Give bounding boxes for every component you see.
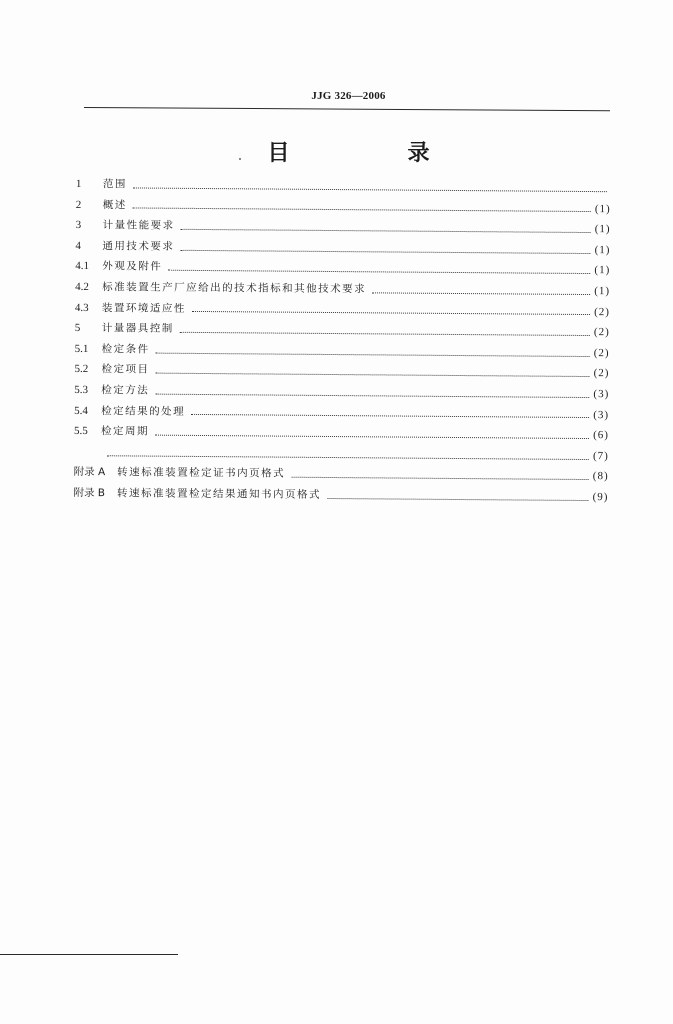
toc-entry-page: (9) bbox=[592, 490, 609, 504]
toc-entry-page: (2) bbox=[593, 346, 610, 359]
toc-dot-leader bbox=[180, 247, 590, 253]
toc-entry-number: 4.2 bbox=[75, 280, 89, 294]
toc-dot-leader bbox=[156, 350, 590, 356]
toc-entry-page: (2) bbox=[594, 305, 610, 318]
toc-entry-title: 概述 bbox=[102, 198, 127, 211]
toc-entry-page: (1) bbox=[594, 223, 611, 236]
toc-entry-number: 5.3 bbox=[74, 383, 89, 397]
toc-dot-leader bbox=[180, 330, 590, 336]
toc-entry-page: (1) bbox=[594, 264, 611, 277]
header-rule bbox=[84, 107, 610, 111]
toc-entry-page: (8) bbox=[592, 470, 609, 483]
toc-entry-number: 3 bbox=[75, 219, 82, 232]
toc-dot-leader bbox=[107, 453, 589, 460]
toc-dot-leader bbox=[168, 268, 590, 274]
toc-entry-title: 装置环境适应性 bbox=[101, 301, 186, 315]
toc-entry-title: 通用技术要求 bbox=[102, 239, 175, 253]
toc-entry-number: 4 bbox=[75, 239, 81, 252]
toc-entry-title: 检定条件 bbox=[101, 342, 150, 356]
toc-dot-leader bbox=[155, 391, 589, 397]
standard-code: JJG 326—2006 bbox=[311, 90, 386, 102]
toc-entry-number: 4.1 bbox=[75, 260, 90, 273]
toc-entry-number: 5.2 bbox=[74, 363, 89, 376]
toc-entry-number: 4.3 bbox=[74, 301, 89, 314]
toc-entry-title: 检定结果的处理 bbox=[101, 404, 186, 418]
toc-entry-title: 检定项目 bbox=[101, 363, 150, 376]
toc-entry-title: 范围 bbox=[102, 178, 127, 191]
toc-entry-title: 转速标准装置检定结果通知书内页格式 bbox=[116, 487, 322, 501]
toc-entry bbox=[74, 421, 609, 446]
toc-dot-leader bbox=[372, 290, 590, 295]
toc-entry-title: 检定周期 bbox=[100, 425, 150, 438]
toc-dot-leader bbox=[155, 371, 589, 377]
toc-entry-title: 计量性能要求 bbox=[102, 219, 175, 232]
toc-entry-page: (3) bbox=[593, 388, 610, 401]
toc-entry-title: 转速标准装置检定证书内页格式 bbox=[117, 466, 286, 480]
toc-dot-leader bbox=[291, 475, 589, 480]
toc-entry-page: (2) bbox=[593, 326, 610, 339]
toc-dot-leader bbox=[191, 412, 589, 418]
toc-entry-number: 5.1 bbox=[74, 342, 89, 355]
toc-entry-title: 计量器具控制 bbox=[101, 322, 174, 335]
toc-dot-leader bbox=[155, 433, 589, 439]
toc-dot-leader bbox=[133, 185, 607, 192]
toc-entry-page: (3) bbox=[593, 408, 610, 421]
toc-entry bbox=[73, 483, 608, 508]
toc-entry-page: (1) bbox=[594, 202, 611, 215]
toc-entry-page: (1) bbox=[594, 243, 611, 256]
page-title: 目 录 bbox=[267, 141, 478, 166]
table-of-contents bbox=[73, 174, 611, 508]
toc-dot-leader bbox=[181, 227, 591, 233]
toc-entry-number: 1 bbox=[75, 177, 82, 191]
toc-entry-title: 外观及附件 bbox=[102, 260, 163, 274]
toc-entry-page: (7) bbox=[592, 449, 609, 462]
toc-entry-number: 5.5 bbox=[73, 425, 88, 438]
toc-entry-number: 5 bbox=[74, 322, 81, 335]
toc-entry-title: 检定方法 bbox=[101, 384, 150, 397]
toc-dot-leader bbox=[327, 496, 589, 501]
toc-entry-number: 5.4 bbox=[74, 404, 88, 417]
toc-entry-page: (1) bbox=[594, 285, 611, 298]
toc-entry-number: 附录 B bbox=[73, 486, 106, 500]
toc-dot-leader bbox=[192, 309, 590, 315]
toc-entry-number: 附录 A bbox=[73, 466, 106, 479]
toc-entry-page: (6) bbox=[593, 429, 610, 442]
toc-entry-number: 2 bbox=[75, 198, 82, 211]
toc-dot-leader bbox=[133, 206, 591, 213]
toc-entry-page: (2) bbox=[593, 367, 610, 380]
footer-rule bbox=[0, 954, 178, 955]
toc-entry-title: 标准装置生产厂应给出的技术指标和其他技术要求 bbox=[102, 281, 367, 296]
